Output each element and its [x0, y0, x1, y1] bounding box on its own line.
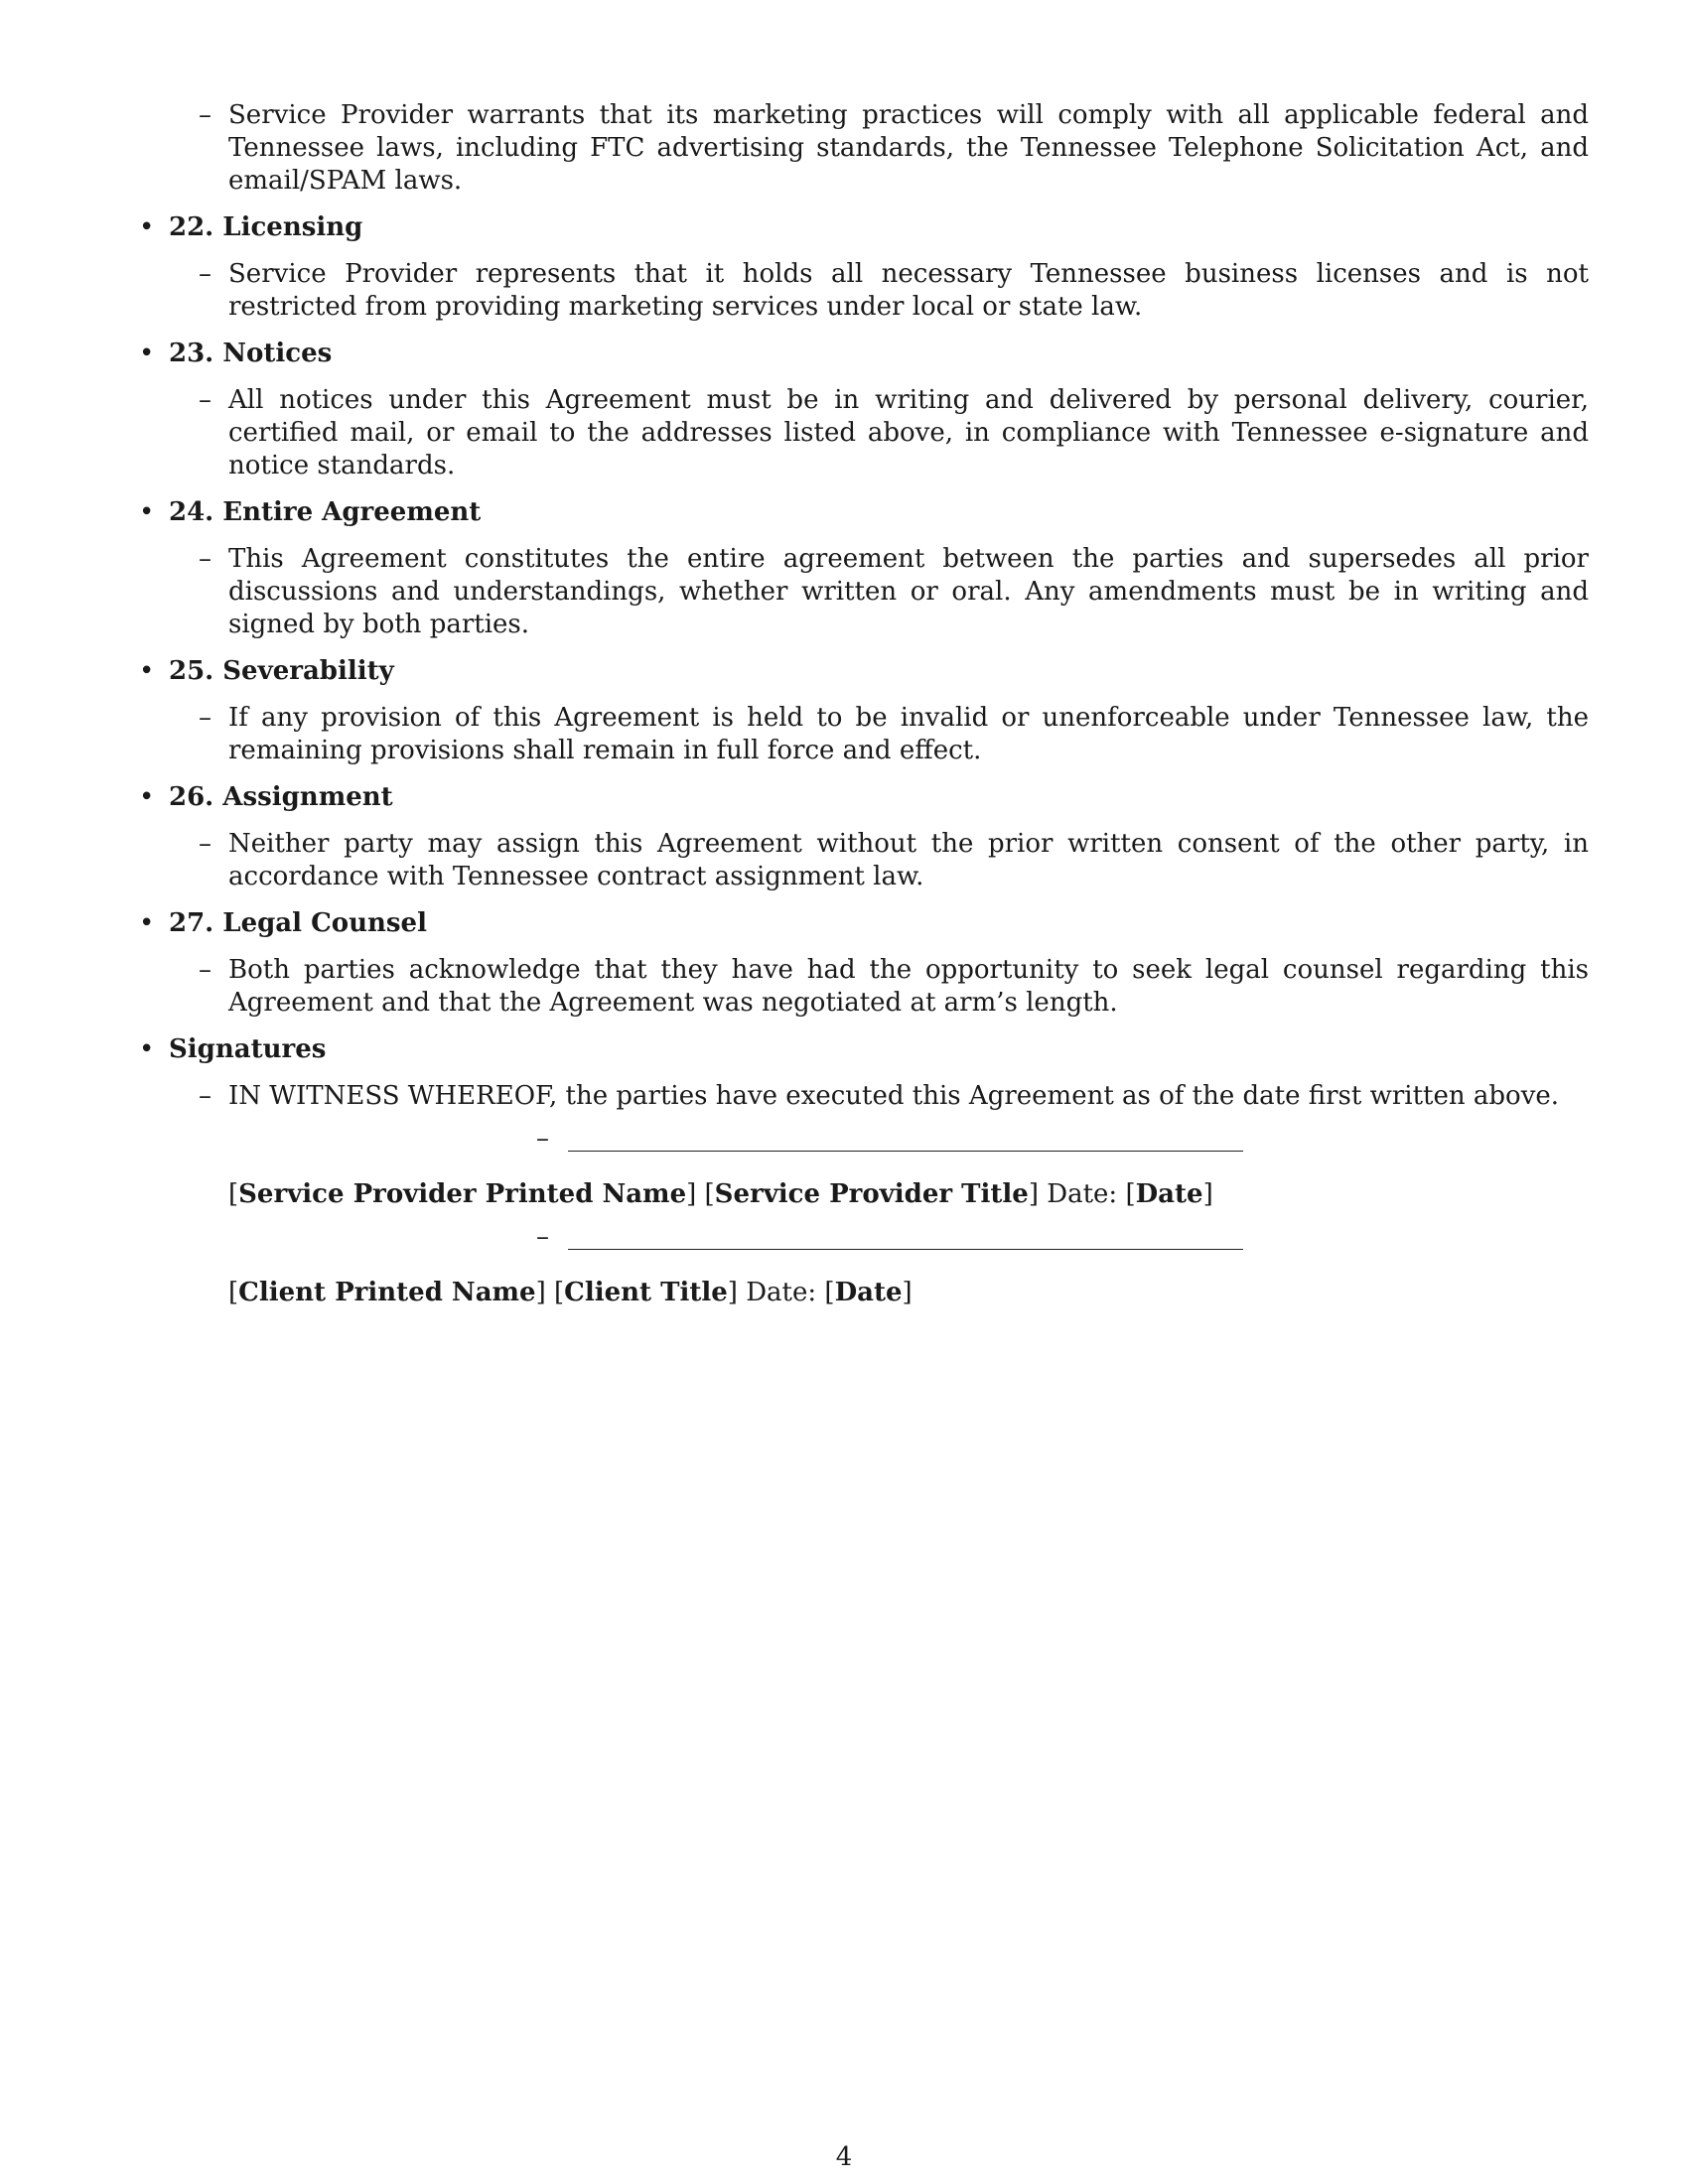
clause-text: If any provision of this Agreement is held to be invalid or unenforceable under Tennessee law, the remaining provisions shall remain in full force and effect.: [228, 703, 1589, 765]
client-printed-name: Client Printed Name: [238, 1278, 536, 1307]
clause-text: Service Provider represents that it holds all necessary Tennessee business licenses and is not restricted from providing marketing services under local or state law.: [228, 259, 1589, 322]
dash-marker: –: [199, 1081, 211, 1111]
section-heading-legal-counsel: [139, 907, 1589, 940]
bullet-marker: •: [139, 497, 155, 527]
assignment-clause: [139, 828, 1589, 893]
client-signature-caption: [Client Printed Name] [Client Title] Date: [Date]: [228, 1278, 913, 1307]
provider-date-label: Date:: [1047, 1179, 1118, 1209]
client-signature-line: [139, 1221, 1589, 1255]
provider-date: Date: [1135, 1179, 1203, 1209]
dash-marker: –: [536, 1124, 549, 1154]
bullet-marker: •: [139, 908, 155, 938]
dash-marker: –: [199, 703, 211, 733]
dash-marker: –: [536, 1222, 549, 1252]
dash-marker: –: [199, 829, 211, 859]
provider-title: Service Provider Title: [714, 1179, 1029, 1209]
warranty-text: Service Provider warrants that its marketing practices will comply with all applicable federal and Tennessee laws, including FTC advertising standards, the Tennessee Telephone Solicitation Act, and email/SPAM laws.: [228, 100, 1589, 196]
section-title: Signatures: [169, 1034, 327, 1064]
warranty-clause: [139, 99, 1589, 198]
provider-signature-caption: [Service Provider Printed Name] [Service Provider Title] Date: [Date]: [228, 1179, 1213, 1209]
bullet-marker: •: [139, 782, 155, 812]
section-title: 27. Legal Counsel: [169, 908, 427, 938]
section-heading-severability: [139, 655, 1589, 688]
section-heading-entire-agreement: [139, 496, 1589, 529]
section-heading-assignment: [139, 781, 1589, 814]
document-body: [139, 99, 1589, 1313]
dash-marker: –: [199, 544, 211, 574]
notices-clause: [139, 384, 1589, 482]
legal-counsel-clause: [139, 954, 1589, 1020]
clause-text: Neither party may assign this Agreement without the prior written consent of the other party, in accordance with Tennessee contract assignment law.: [228, 829, 1589, 891]
bullet-marker: •: [139, 656, 155, 686]
provider-signature-line: [139, 1123, 1589, 1157]
section-heading-signatures: [139, 1033, 1589, 1066]
section-title: 22. Licensing: [169, 212, 363, 242]
dash-marker: –: [199, 955, 211, 985]
witness-text: IN WITNESS WHEREOF, the parties have executed this Agreement as of the date first written above.: [228, 1081, 1560, 1111]
client-signature-rule: [568, 1249, 1243, 1250]
witness-clause: [139, 1080, 1589, 1113]
section-title: 23. Notices: [169, 339, 333, 368]
clause-text: All notices under this Agreement must be in writing and delivered by personal delivery, courier, certified mail, or email to the addresses listed above, in compliance with Tennessee e-signature and notice standards.: [228, 385, 1589, 480]
bullet-marker: •: [139, 1034, 155, 1064]
bullet-marker: •: [139, 339, 155, 368]
entire-agreement-clause: [139, 543, 1589, 641]
section-heading-notices: [139, 338, 1589, 370]
section-heading-licensing: [139, 211, 1589, 244]
dash-marker: –: [199, 385, 211, 415]
dash-marker: –: [199, 259, 211, 289]
client-date: Date: [834, 1278, 903, 1307]
clause-text: Both parties acknowledge that they have had the opportunity to seek legal counsel regarding this Agreement and that the Agreement was negotiated at arm’s length.: [228, 955, 1589, 1018]
section-title: 26. Assignment: [169, 782, 393, 812]
provider-signature-rule: [568, 1151, 1243, 1152]
client-date-label: Date:: [746, 1278, 817, 1307]
client-title: Client Title: [564, 1278, 728, 1307]
provider-printed-name: Service Provider Printed Name: [238, 1179, 687, 1209]
dash-marker: –: [199, 100, 211, 130]
licensing-clause: [139, 258, 1589, 324]
section-title: 24. Entire Agreement: [169, 497, 482, 527]
severability-clause: [139, 702, 1589, 767]
bullet-marker: •: [139, 212, 155, 242]
page-number: 4: [835, 2142, 853, 2172]
section-title: 25. Severability: [169, 656, 394, 686]
clause-text: This Agreement constitutes the entire agreement between the parties and supersedes all prior discussions and understandings, whether written or oral. Any amendments must be in writing and signed by both parties.: [228, 544, 1589, 639]
